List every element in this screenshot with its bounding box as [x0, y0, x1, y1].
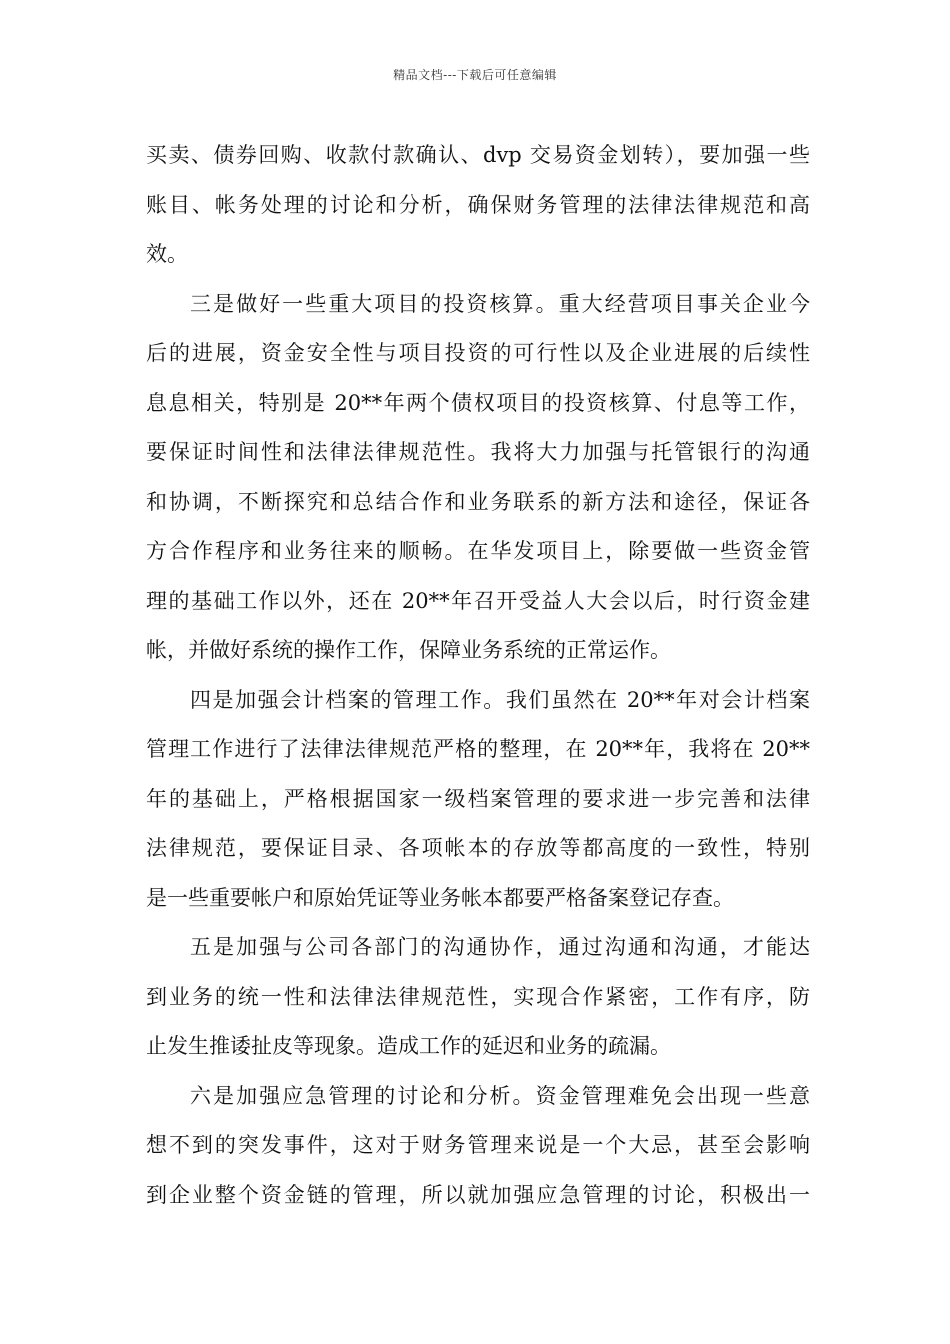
text-line: 帐，并做好系统的操作工作，保障业务系统的正常运作。	[146, 638, 671, 662]
document-body	[146, 131, 810, 1220]
text-line: 到企业整个资金链的管理，所以就加强应急管理的讨论，积极出一	[146, 1182, 810, 1207]
text-line: 六是加强应急管理的讨论和分析。资金管理难免会出现一些意	[190, 1083, 810, 1108]
text-line: 账目、帐务处理的讨论和分析，确保财务管理的法律法律规范和高	[146, 192, 810, 217]
page-header: 精品文档---下载后可任意编辑	[393, 68, 557, 82]
text-line: 三是做好一些重大项目的投资核算。重大经营项目事关企业今	[190, 291, 810, 316]
text-line: 要保证时间性和法律法律规范性。我将大力加强与托管银行的沟通	[146, 440, 810, 464]
text-line: 管理工作进行了法律法律规范严格的整理，在 20**年，我将在 20**	[146, 737, 810, 761]
paragraph	[146, 1072, 810, 1221]
text-line: 效。	[146, 242, 188, 266]
text-line: 是一些重要帐户和原始凭证等业务帐本都要严格备案登记存查。	[146, 885, 734, 910]
paragraph	[146, 923, 810, 1072]
text-line: 方合作程序和业务往来的顺畅。在华发项目上，除要做一些资金管	[146, 539, 810, 563]
text-line: 和协调，不断探究和总结合作和业务联系的新方法和途径，保证各	[146, 489, 810, 514]
text-line: 四是加强会计档案的管理工作。我们虽然在 20**年对会计档案	[190, 687, 810, 712]
text-line: 法律规范，要保证目录、各项帐本的存放等都高度的一致性，特别	[146, 836, 810, 860]
text-line: 想不到的突发事件，这对于财务管理来说是一个大忌，甚至会影响	[146, 1133, 810, 1157]
text-line: 到业务的统一性和法律法律规范性，实现合作紧密，工作有序，防	[146, 984, 810, 1009]
text-line: 买卖、债券回购、收款付款确认、dvp 交易资金划转），要加强一些	[146, 143, 810, 167]
text-line: 息息相关，特别是 20**年两个债权项目的投资核算、付息等工作，	[146, 390, 810, 415]
text-line: 年的基础上，严格根据国家一级档案管理的要求进一步完善和法律	[146, 786, 810, 811]
text-line: 五是加强与公司各部门的沟通协作，通过沟通和沟通，才能达	[190, 935, 810, 959]
text-line: 后的进展，资金安全性与项目投资的可行性以及企业进展的后续性	[146, 341, 810, 365]
paragraph	[146, 280, 810, 676]
text-line: 止发生推诿扯皮等现象。造成工作的延迟和业务的疏漏。	[146, 1034, 671, 1058]
paragraph	[146, 676, 810, 924]
text-line: 理的基础工作以外，还在 20**年召开受益人大会以后，时行资金建	[146, 588, 810, 613]
paragraph	[146, 131, 810, 280]
